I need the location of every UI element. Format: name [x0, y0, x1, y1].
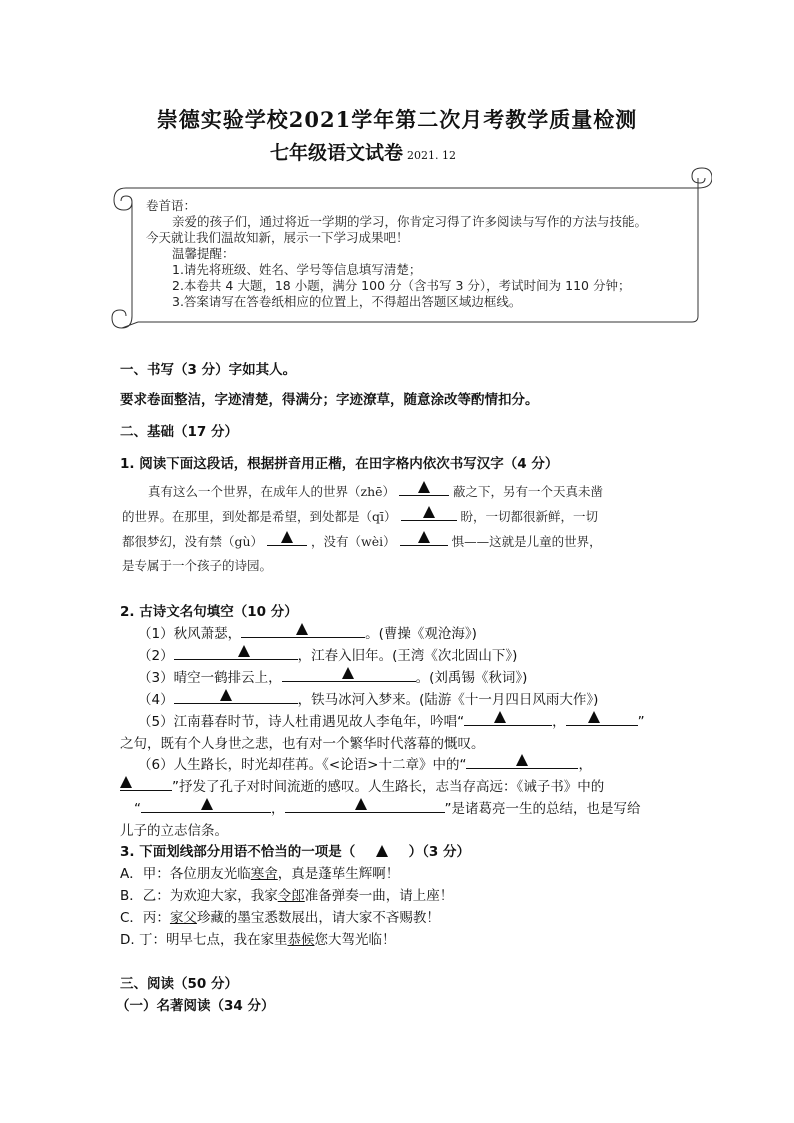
triangle-marker-icon — [355, 798, 367, 810]
option-c[interactable] — [120, 906, 440, 926]
triangle-marker-icon — [296, 623, 308, 635]
triangle-marker-icon — [516, 754, 528, 766]
poem-item-6-line-2 — [120, 775, 604, 795]
option-text: 准备弹奏一曲，请上座！ — [304, 888, 454, 904]
option-text: A．甲：各位朋友光临 — [120, 866, 251, 882]
item-text: （4） — [138, 692, 174, 708]
passage-text: 真有这么一个世界，在成年人的世界（zhē） — [148, 484, 396, 499]
passage-line-4: 是专属于一个孩子的诗园。 — [122, 558, 273, 573]
poem-item-1 — [138, 622, 477, 642]
answer-blank[interactable] — [174, 645, 298, 660]
answer-blank[interactable] — [464, 711, 552, 726]
passage-text: ，没有（wèi） — [311, 534, 396, 549]
preface-heading: 卷首语： — [146, 198, 197, 213]
tip-1: 1.请先将班级、姓名、学号等信息填写清楚； — [172, 262, 422, 277]
triangle-marker-icon — [494, 711, 506, 723]
tip-2: 2.本卷共 4 大题，18 小题，满分 100 分（含书写 3 分），考试时间为 110 分钟； — [172, 278, 631, 293]
option-a[interactable] — [120, 862, 399, 882]
passage-text: 的世界。在那里，到处都是希望，到处都是（qī） — [122, 509, 397, 524]
poem-item-6-line-4: 儿子的立志信条。 — [120, 823, 228, 839]
tips-heading: 温馨提醒： — [172, 246, 235, 261]
section-1-heading: 一、书写（3 分）字如其人。 — [120, 362, 297, 378]
item-text: ”抒发了孔子对时间流逝的感叹。人生路长，志当存高远：《诫子书》中的 — [172, 779, 605, 795]
item-text: ， — [578, 757, 592, 773]
passage-text: 蔽之下，另有一个天真未凿 — [453, 484, 604, 499]
passage-line-2 — [122, 506, 598, 525]
option-text: ，真是蓬荜生辉啊！ — [277, 866, 400, 882]
item-text: 。(刘禹锡《秋词》) — [415, 670, 528, 686]
poem-item-3 — [138, 666, 527, 686]
triangle-marker-icon — [423, 506, 435, 518]
passage-text: 都很梦幻，没有禁（gù） — [122, 534, 264, 549]
triangle-marker-icon — [201, 798, 213, 810]
triangle-marker-icon — [342, 667, 354, 679]
item-text: “ — [134, 801, 141, 817]
passage-line-3 — [122, 531, 602, 550]
poem-item-6-line-3 — [134, 797, 641, 817]
item-text: ， — [271, 801, 285, 817]
option-text: B．乙：为欢迎大家，我家 — [120, 888, 278, 904]
answer-blank[interactable] — [241, 623, 365, 638]
poem-item-2 — [138, 644, 517, 664]
option-text: D. 丁：明早七点，我在家里 — [120, 932, 288, 948]
underlined-term: 令郎 — [277, 888, 305, 904]
item-text: （5）江南暮春时节，诗人杜甫遇见故人李龟年，吟唱“ — [138, 714, 465, 730]
answer-blank[interactable] — [120, 776, 172, 791]
section-2-heading: 二、基础（17 分） — [120, 424, 238, 440]
item-text: ” — [637, 714, 645, 730]
answer-paren[interactable] — [360, 844, 404, 860]
answer-blank[interactable] — [267, 531, 307, 546]
option-text: C．丙： — [120, 910, 170, 926]
item-text: （6）人生路长，时光却荏苒。《<论语>十二章》中的“ — [138, 757, 467, 773]
answer-blank[interactable] — [399, 481, 449, 496]
exam-subtitle — [270, 138, 456, 165]
poem-item-5 — [138, 710, 645, 730]
triangle-marker-icon — [120, 776, 132, 788]
item-text: 。(曹操《观沧海》) — [365, 626, 477, 642]
triangle-marker-icon — [418, 531, 430, 543]
preface-line-2: 今天就让我们温故知新，展示一下学习成果吧！ — [146, 230, 409, 245]
item-text: （3）晴空一鹤排云上， — [138, 670, 282, 686]
tip-3: 3.答案请写在答卷纸相应的位置上，不得超出答题区域边框线。 — [172, 294, 522, 309]
option-b[interactable] — [120, 884, 453, 904]
poem-item-6 — [138, 753, 592, 773]
triangle-marker-icon — [588, 711, 600, 723]
question-3-prompt — [120, 840, 470, 860]
passage-text: 惧——这就是儿童的世界， — [451, 534, 602, 549]
prompt-text: 3. 下面划线部分用语不恰当的一项是（ — [120, 844, 356, 860]
exam-date: 2021. 12 — [407, 149, 456, 162]
passage-line-1 — [148, 481, 603, 500]
answer-blank[interactable] — [285, 798, 445, 813]
prompt-text: ）（3 分） — [408, 844, 470, 860]
underlined-term: 家父 — [169, 910, 197, 926]
subtitle-text: 七年级语文试卷 — [270, 142, 404, 164]
item-text: （2） — [138, 648, 174, 664]
poem-item-4 — [138, 688, 598, 708]
answer-blank[interactable] — [174, 689, 298, 704]
item-text: （1）秋风萧瑟， — [138, 626, 242, 642]
answer-blank[interactable] — [566, 711, 638, 726]
triangle-marker-icon — [281, 531, 293, 543]
triangle-marker-icon — [238, 645, 250, 657]
underlined-term: 恭候 — [287, 932, 315, 948]
triangle-marker-icon — [376, 845, 388, 857]
triangle-marker-icon — [220, 689, 232, 701]
item-text: ， — [552, 714, 566, 730]
option-d[interactable] — [120, 928, 395, 948]
answer-blank[interactable] — [400, 531, 448, 546]
answer-blank[interactable] — [466, 754, 578, 769]
option-text: 珍藏的墨宝悉数展出，请大家不吝赐教！ — [196, 910, 440, 926]
passage-text: 盼，一切都很新鲜，一切 — [460, 509, 598, 524]
poem-item-5-cont: 之句，既有个人身世之悲，也有对一个繁华时代落幕的慨叹。 — [120, 736, 485, 752]
item-text: ，江春入旧年。(王湾《次北固山下》) — [297, 648, 518, 664]
exam-title: 崇德实验学校2021学年第二次月考教学质量检测 — [156, 107, 638, 132]
underlined-term: 寒舍 — [250, 866, 278, 882]
question-1-prompt: 1. 阅读下面这段话，根据拼音用正楷，在田字格内依次书写汉字（4 分） — [120, 456, 559, 472]
option-text: 您大驾光临！ — [314, 932, 396, 948]
answer-blank[interactable] — [282, 667, 416, 682]
item-text: ”是诸葛亮一生的总结，也是写给 — [444, 801, 641, 817]
answer-blank[interactable] — [401, 506, 457, 521]
section-3-heading: 三、阅读（50 分） — [120, 976, 238, 992]
section-3-sub-1: （一）名著阅读（34 分） — [116, 998, 275, 1014]
section-1-requirement: 要求卷面整洁，字迹清楚，得满分；字迹潦草，随意涂改等酌情扣分。 — [120, 392, 539, 408]
question-2-prompt: 2. 古诗文名句填空（10 分） — [120, 604, 298, 620]
item-text: ，铁马冰河入梦来。(陆游《十一月四日风雨大作》) — [297, 692, 599, 708]
triangle-marker-icon — [418, 481, 430, 493]
preface-line-1: 亲爱的孩子们，通过将近一学期的学习，你肯定习得了许多阅读与写作的方法与技能。 — [172, 214, 648, 229]
answer-blank[interactable] — [141, 798, 271, 813]
